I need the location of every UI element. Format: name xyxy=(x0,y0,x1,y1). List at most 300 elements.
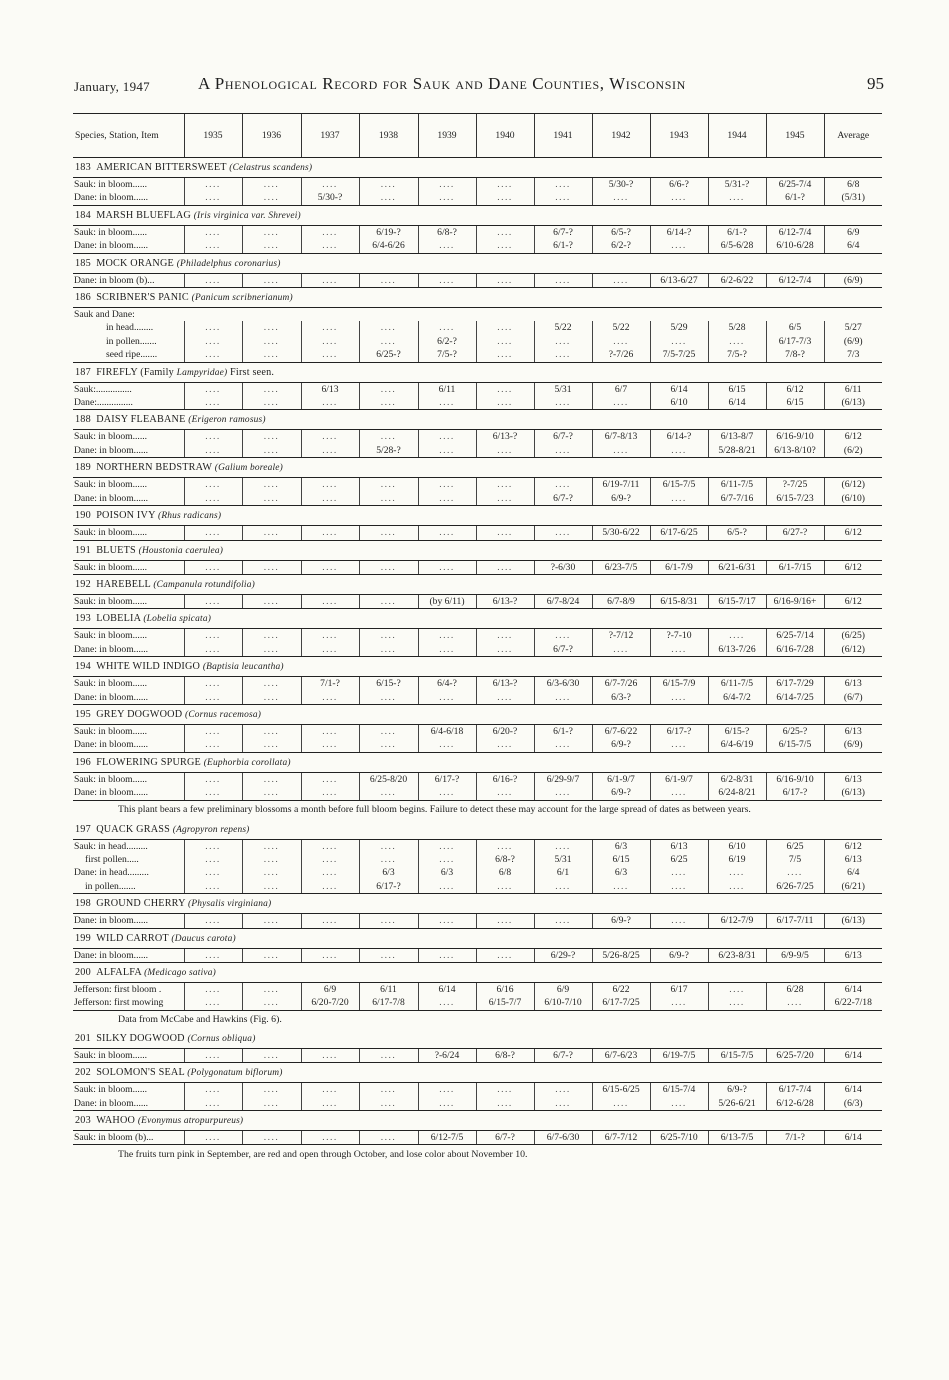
column-header-year: 1936 xyxy=(242,114,301,158)
date-cell: 6/16-9/10 xyxy=(766,430,824,444)
row-label: Sauk: in bloom...... xyxy=(74,431,148,443)
date-cell: .... xyxy=(418,691,476,705)
species-name: GREY DOGWOOD xyxy=(96,708,183,720)
date-cell: .... xyxy=(242,914,301,928)
species-scientific-name: (Houstonia caerulea) xyxy=(138,545,224,556)
average-cell: 6/12 xyxy=(824,560,882,574)
date-cell: .... xyxy=(359,786,418,800)
date-cell: .... xyxy=(476,225,534,239)
date-cell: .... xyxy=(418,786,476,800)
date-cell: .... xyxy=(476,396,534,410)
species-name: SOLOMON'S SEAL xyxy=(96,1067,185,1079)
species-name: QUACK GRASS xyxy=(96,823,170,835)
average-cell: 6/13 xyxy=(824,948,882,962)
species-title-cell xyxy=(73,410,882,430)
date-cell: .... xyxy=(476,178,534,192)
date-cell: .... xyxy=(242,738,301,752)
date-cell: .... xyxy=(650,492,708,506)
date-cell: 6/16-9/16+ xyxy=(766,594,824,608)
average-cell: (6/25) xyxy=(824,629,882,643)
page-title: A Phenological Record for Sauk and Dane Counties, Wisconsin xyxy=(198,74,686,93)
date-cell: .... xyxy=(476,880,534,894)
date-cell: .... xyxy=(359,594,418,608)
date-cell: .... xyxy=(242,880,301,894)
date-cell: .... xyxy=(359,396,418,410)
table-row xyxy=(73,677,882,691)
date-cell: .... xyxy=(476,382,534,396)
row-label: Dane: in bloom...... xyxy=(73,786,184,800)
species-title-cell xyxy=(73,928,882,948)
date-cell: 6/12-7/4 xyxy=(766,225,824,239)
table-row xyxy=(73,914,882,928)
date-cell: .... xyxy=(359,492,418,506)
average-cell: 6/12 xyxy=(824,430,882,444)
date-cell: .... xyxy=(242,772,301,786)
table-row xyxy=(73,430,882,444)
date-cell: .... xyxy=(359,191,418,205)
date-cell: .... xyxy=(592,643,650,657)
empty-cell xyxy=(242,308,301,322)
species-title-row xyxy=(73,704,882,724)
average-cell: 6/14 xyxy=(824,1048,882,1062)
average-cell: 6/12 xyxy=(824,526,882,540)
table-row xyxy=(73,786,882,800)
average-cell: 6/14 xyxy=(824,1131,882,1145)
row-label: Sauk: in bloom...... xyxy=(74,678,148,690)
date-cell: .... xyxy=(184,839,242,853)
table-row xyxy=(73,444,882,458)
table-row xyxy=(73,996,882,1010)
column-header-year: 1939 xyxy=(418,114,476,158)
date-cell: .... xyxy=(418,444,476,458)
date-cell: .... xyxy=(242,478,301,492)
row-label: Dane: in bloom...... xyxy=(73,948,184,962)
date-cell: 6/14-? xyxy=(650,430,708,444)
species-title-cell xyxy=(73,963,882,983)
table-row xyxy=(73,839,882,853)
station-subheading-row xyxy=(73,308,882,322)
date-cell: .... xyxy=(534,335,592,348)
date-cell: .... xyxy=(476,526,534,540)
row-label: Dane: in bloom...... xyxy=(73,492,184,506)
date-cell: 6/15 xyxy=(592,853,650,866)
average-cell: 6/13 xyxy=(824,853,882,866)
average-cell: (6/10) xyxy=(824,492,882,506)
date-cell: .... xyxy=(650,643,708,657)
date-cell: .... xyxy=(184,948,242,962)
average-cell: 7/3 xyxy=(824,348,882,362)
date-cell: .... xyxy=(534,273,592,287)
row-label: Sauk: in bloom...... xyxy=(74,479,148,491)
date-cell: 6/20-7/20 xyxy=(301,996,359,1010)
date-cell: .... xyxy=(242,191,301,205)
date-cell: .... xyxy=(592,1097,650,1111)
phenology-table xyxy=(73,113,882,1163)
species-number: 203 xyxy=(75,1115,91,1127)
date-cell: .... xyxy=(418,273,476,287)
date-cell: 5/26-6/21 xyxy=(708,1097,766,1111)
empty-cell xyxy=(301,308,359,322)
date-cell: 6/4-6/19 xyxy=(708,738,766,752)
date-cell: ?-6/24 xyxy=(418,1048,476,1062)
row-label: Dane: in bloom...... xyxy=(73,691,184,705)
date-cell: .... xyxy=(476,492,534,506)
row-label: Dane: in bloom...... xyxy=(73,1097,184,1111)
species-name: GROUND CHERRY xyxy=(96,898,186,910)
species-number: 187 xyxy=(75,366,91,378)
species-title-row xyxy=(73,288,882,308)
empty-cell xyxy=(824,308,882,322)
date-cell: 6/17-7/29 xyxy=(766,677,824,691)
date-cell: .... xyxy=(359,629,418,643)
date-cell: 6/1-9/7 xyxy=(650,772,708,786)
table-row xyxy=(73,348,882,362)
date-cell: .... xyxy=(184,348,242,362)
species-scientific-name: (Philadelphus coronarius) xyxy=(176,258,281,269)
date-cell: .... xyxy=(418,191,476,205)
date-cell: 6/15-8/31 xyxy=(650,594,708,608)
date-cell: 6/25-7/4 xyxy=(766,178,824,192)
date-cell: .... xyxy=(359,526,418,540)
date-cell: .... xyxy=(592,444,650,458)
date-cell: .... xyxy=(301,691,359,705)
date-cell: 6/22 xyxy=(592,983,650,997)
species-number: 195 xyxy=(75,708,91,720)
station-subheading: Sauk and Dane: xyxy=(74,309,135,321)
row-label: Dane: in bloom (b)... xyxy=(73,273,184,287)
row-label: Sauk: in bloom...... xyxy=(74,1084,148,1096)
date-cell: .... xyxy=(242,225,301,239)
date-cell: .... xyxy=(184,643,242,657)
date-cell: 6/5 xyxy=(766,321,824,334)
date-cell: 6/13-7/26 xyxy=(708,643,766,657)
column-header-row xyxy=(73,114,882,158)
date-cell: (by 6/11) xyxy=(418,594,476,608)
date-cell: .... xyxy=(301,738,359,752)
date-cell: .... xyxy=(301,594,359,608)
date-cell: .... xyxy=(708,629,766,643)
species-name: WHITE WILD INDIGO xyxy=(96,661,201,673)
date-cell: 6/3 xyxy=(592,866,650,879)
date-cell: ?-7/26 xyxy=(592,348,650,362)
table-row xyxy=(73,738,882,752)
table-row xyxy=(73,321,882,334)
row-label: Dane: in bloom...... xyxy=(73,191,184,205)
species-number: 194 xyxy=(75,661,91,673)
date-cell: 7/5 xyxy=(766,853,824,866)
row-label: Sauk: in bloom (b)... xyxy=(73,1131,184,1145)
date-cell: .... xyxy=(242,1131,301,1145)
date-cell: .... xyxy=(650,691,708,705)
date-cell: 6/7-? xyxy=(534,643,592,657)
date-cell: .... xyxy=(418,738,476,752)
date-cell: .... xyxy=(301,1083,359,1097)
average-cell: 6/13 xyxy=(824,772,882,786)
date-cell: .... xyxy=(476,335,534,348)
table-row xyxy=(73,225,882,239)
date-cell: 6/1-9/7 xyxy=(592,772,650,786)
date-cell: 6/17-7/11 xyxy=(766,914,824,928)
species-title-row xyxy=(73,1111,882,1131)
date-cell: 5/22 xyxy=(592,321,650,334)
date-cell: 6/13-6/27 xyxy=(650,273,708,287)
row-label: Sauk: in bloom...... xyxy=(74,226,148,238)
species-title-row xyxy=(73,205,882,225)
date-cell: .... xyxy=(418,629,476,643)
date-cell: 7/1-? xyxy=(301,677,359,691)
average-cell: 6/12 xyxy=(824,594,882,608)
table-row xyxy=(73,691,882,705)
date-cell: .... xyxy=(708,996,766,1010)
species-scientific-name: (Agropyron repens) xyxy=(172,824,250,835)
species-title-cell xyxy=(73,820,882,840)
date-cell: .... xyxy=(184,382,242,396)
date-cell: .... xyxy=(301,1048,359,1062)
date-cell: .... xyxy=(359,643,418,657)
date-cell: 6/23-8/31 xyxy=(708,948,766,962)
average-cell: 6/14 xyxy=(824,983,882,997)
date-cell: .... xyxy=(359,335,418,348)
date-cell: 6/7-7/16 xyxy=(708,492,766,506)
row-label: Dane: in bloom...... xyxy=(73,444,184,458)
date-cell: .... xyxy=(592,191,650,205)
average-cell: (6/12) xyxy=(824,643,882,657)
date-cell: .... xyxy=(184,880,242,894)
date-cell: .... xyxy=(708,866,766,879)
date-cell: .... xyxy=(301,914,359,928)
date-cell: .... xyxy=(301,444,359,458)
date-cell: .... xyxy=(242,382,301,396)
date-cell: 6/2-? xyxy=(418,335,476,348)
date-cell: 6/15-7/5 xyxy=(766,738,824,752)
date-cell: .... xyxy=(359,382,418,396)
species-name: FIREFLY (Family xyxy=(96,366,174,378)
species-title-row xyxy=(73,963,882,983)
species-scientific-name: (Galium boreale) xyxy=(214,463,283,474)
row-label: Sauk: in head......... xyxy=(74,840,148,852)
date-cell: .... xyxy=(476,738,534,752)
date-cell: .... xyxy=(242,786,301,800)
table-row xyxy=(73,983,882,997)
date-cell: .... xyxy=(476,1083,534,1097)
date-cell: .... xyxy=(184,996,242,1010)
row-label: Sauk: in bloom...... xyxy=(73,1048,184,1062)
date-cell: .... xyxy=(242,629,301,643)
average-cell: 6/22-7/18 xyxy=(824,996,882,1010)
date-cell: 5/28-8/21 xyxy=(708,444,766,458)
date-cell: .... xyxy=(534,839,592,853)
date-cell: .... xyxy=(184,594,242,608)
species-title-cell xyxy=(73,205,882,225)
date-cell: .... xyxy=(476,560,534,574)
species-name: ALFALFA xyxy=(96,967,142,978)
date-cell: .... xyxy=(476,444,534,458)
date-cell: .... xyxy=(242,1048,301,1062)
date-cell: 6/13-8/10? xyxy=(766,444,824,458)
date-cell: 6/12-7/5 xyxy=(418,1131,476,1145)
date-cell: .... xyxy=(592,396,650,410)
date-cell: .... xyxy=(242,691,301,705)
date-cell: 6/3-? xyxy=(592,691,650,705)
date-cell: .... xyxy=(592,335,650,348)
date-cell: .... xyxy=(476,914,534,928)
date-cell: .... xyxy=(476,786,534,800)
date-cell: 6/25 xyxy=(766,839,824,853)
column-header-year: 1935 xyxy=(184,114,242,158)
date-cell: 6/27-? xyxy=(766,526,824,540)
species-number: 196 xyxy=(75,756,91,768)
date-cell: .... xyxy=(476,191,534,205)
date-cell: 6/7-6/30 xyxy=(534,1131,592,1145)
table-row xyxy=(73,629,882,643)
date-cell: .... xyxy=(359,914,418,928)
date-cell: .... xyxy=(418,478,476,492)
date-cell: 6/7-6/23 xyxy=(592,1048,650,1062)
date-cell: 6/14-7/25 xyxy=(766,691,824,705)
empty-cell xyxy=(592,308,650,322)
date-cell: .... xyxy=(534,786,592,800)
date-cell: 6/29-? xyxy=(534,948,592,962)
average-cell: (6/13) xyxy=(824,396,882,410)
date-cell: .... xyxy=(650,996,708,1010)
table-row xyxy=(73,1048,882,1062)
date-cell: 6/4-6/26 xyxy=(359,239,418,253)
row-label: Sauk: in bloom...... xyxy=(73,526,184,540)
date-cell: .... xyxy=(301,560,359,574)
species-scientific-name: (Celastrus scandens) xyxy=(229,163,313,173)
date-cell: 6/1-7/9 xyxy=(650,560,708,574)
date-cell: 7/5-? xyxy=(708,348,766,362)
date-cell: 6/17-? xyxy=(359,880,418,894)
column-header-year: 1940 xyxy=(476,114,534,158)
species-title-row xyxy=(73,609,882,629)
date-cell: .... xyxy=(359,1097,418,1111)
date-cell: 6/2-8/31 xyxy=(708,772,766,786)
date-cell: 6/3 xyxy=(418,866,476,879)
date-cell: .... xyxy=(359,1048,418,1062)
date-cell: .... xyxy=(359,560,418,574)
species-title-cell xyxy=(73,894,882,914)
date-cell: 6/14 xyxy=(708,396,766,410)
column-header-year: 1938 xyxy=(359,114,418,158)
date-cell: .... xyxy=(650,866,708,879)
species-number: 202 xyxy=(75,1067,91,1079)
date-cell: 5/31 xyxy=(534,853,592,866)
date-cell: ?-7/25 xyxy=(766,478,824,492)
date-cell: 6/10-7/10 xyxy=(534,996,592,1010)
table-row xyxy=(73,178,882,192)
table-row xyxy=(73,866,882,879)
date-cell: 6/9 xyxy=(301,983,359,997)
date-cell: .... xyxy=(418,321,476,334)
date-cell: 6/23-7/5 xyxy=(592,560,650,574)
row-label: Sauk:............... xyxy=(74,383,132,395)
date-cell: 6/29-9/7 xyxy=(534,772,592,786)
date-cell: .... xyxy=(301,430,359,444)
species-scientific-name: (Panicum scribnerianum) xyxy=(191,293,293,304)
date-cell: .... xyxy=(242,1097,301,1111)
table-row xyxy=(73,273,882,287)
date-cell: 6/15-? xyxy=(708,724,766,738)
date-cell: 6/17-7/25 xyxy=(592,996,650,1010)
table-row xyxy=(73,239,882,253)
date-cell: 6/13-8/7 xyxy=(708,430,766,444)
date-cell: .... xyxy=(650,880,708,894)
date-cell: 6/4-7/2 xyxy=(708,691,766,705)
date-cell: 6/5-6/28 xyxy=(708,239,766,253)
species-number: 188 xyxy=(75,414,91,426)
date-cell: .... xyxy=(184,691,242,705)
empty-cell xyxy=(766,308,824,322)
table-body xyxy=(73,158,882,1164)
date-cell: .... xyxy=(184,1083,242,1097)
date-cell: 5/28 xyxy=(708,321,766,334)
date-cell: 6/25-7/10 xyxy=(650,1131,708,1145)
date-cell: 6/11 xyxy=(359,983,418,997)
date-cell: .... xyxy=(476,643,534,657)
date-cell: .... xyxy=(476,348,534,362)
species-title-row xyxy=(73,752,882,772)
date-cell: 6/7-8/13 xyxy=(592,430,650,444)
species-name: WAHOO xyxy=(96,1115,136,1127)
date-cell: .... xyxy=(418,880,476,894)
date-cell: 6/9-? xyxy=(592,914,650,928)
date-cell: .... xyxy=(534,444,592,458)
average-cell: 6/4 xyxy=(824,866,882,879)
date-cell: 6/17-? xyxy=(766,786,824,800)
species-title-row xyxy=(73,506,882,526)
date-cell: 6/12-6/28 xyxy=(766,1097,824,1111)
species-number: 200 xyxy=(75,967,91,978)
date-cell: 6/7-? xyxy=(534,492,592,506)
date-cell: .... xyxy=(301,839,359,853)
column-header-year: 1941 xyxy=(534,114,592,158)
date-cell: 6/17-7/4 xyxy=(766,1083,824,1097)
species-scientific-name: (Lobelia spicata) xyxy=(143,614,212,625)
date-cell: 7/1-? xyxy=(766,1131,824,1145)
empty-cell xyxy=(184,308,242,322)
row-label: Dane:............... xyxy=(73,396,184,410)
date-cell: .... xyxy=(418,239,476,253)
row-label: Dane: in bloom...... xyxy=(73,738,184,752)
date-cell: .... xyxy=(184,321,242,334)
date-cell: 6/17-? xyxy=(650,724,708,738)
date-cell: .... xyxy=(301,239,359,253)
date-cell: .... xyxy=(242,348,301,362)
table-row xyxy=(73,1083,882,1097)
date-cell: .... xyxy=(534,880,592,894)
date-cell: .... xyxy=(418,1083,476,1097)
date-cell: 6/17-6/25 xyxy=(650,526,708,540)
species-title-row xyxy=(73,540,882,560)
date-cell: 6/9-? xyxy=(708,1083,766,1097)
date-cell: 6/9-? xyxy=(592,738,650,752)
date-cell: .... xyxy=(418,1097,476,1111)
date-cell: .... xyxy=(301,880,359,894)
species-number: 184 xyxy=(75,209,91,221)
date-cell: 6/15 xyxy=(766,396,824,410)
date-cell: 6/25-? xyxy=(359,348,418,362)
species-title-row xyxy=(73,820,882,840)
date-cell: 6/7-7/26 xyxy=(592,677,650,691)
date-cell: .... xyxy=(301,853,359,866)
date-cell: 6/4-6/18 xyxy=(418,724,476,738)
date-cell: .... xyxy=(184,396,242,410)
date-cell: 6/1-? xyxy=(766,191,824,205)
date-cell: .... xyxy=(301,629,359,643)
date-cell: 6/15-7/9 xyxy=(650,677,708,691)
column-header-year: 1943 xyxy=(650,114,708,158)
